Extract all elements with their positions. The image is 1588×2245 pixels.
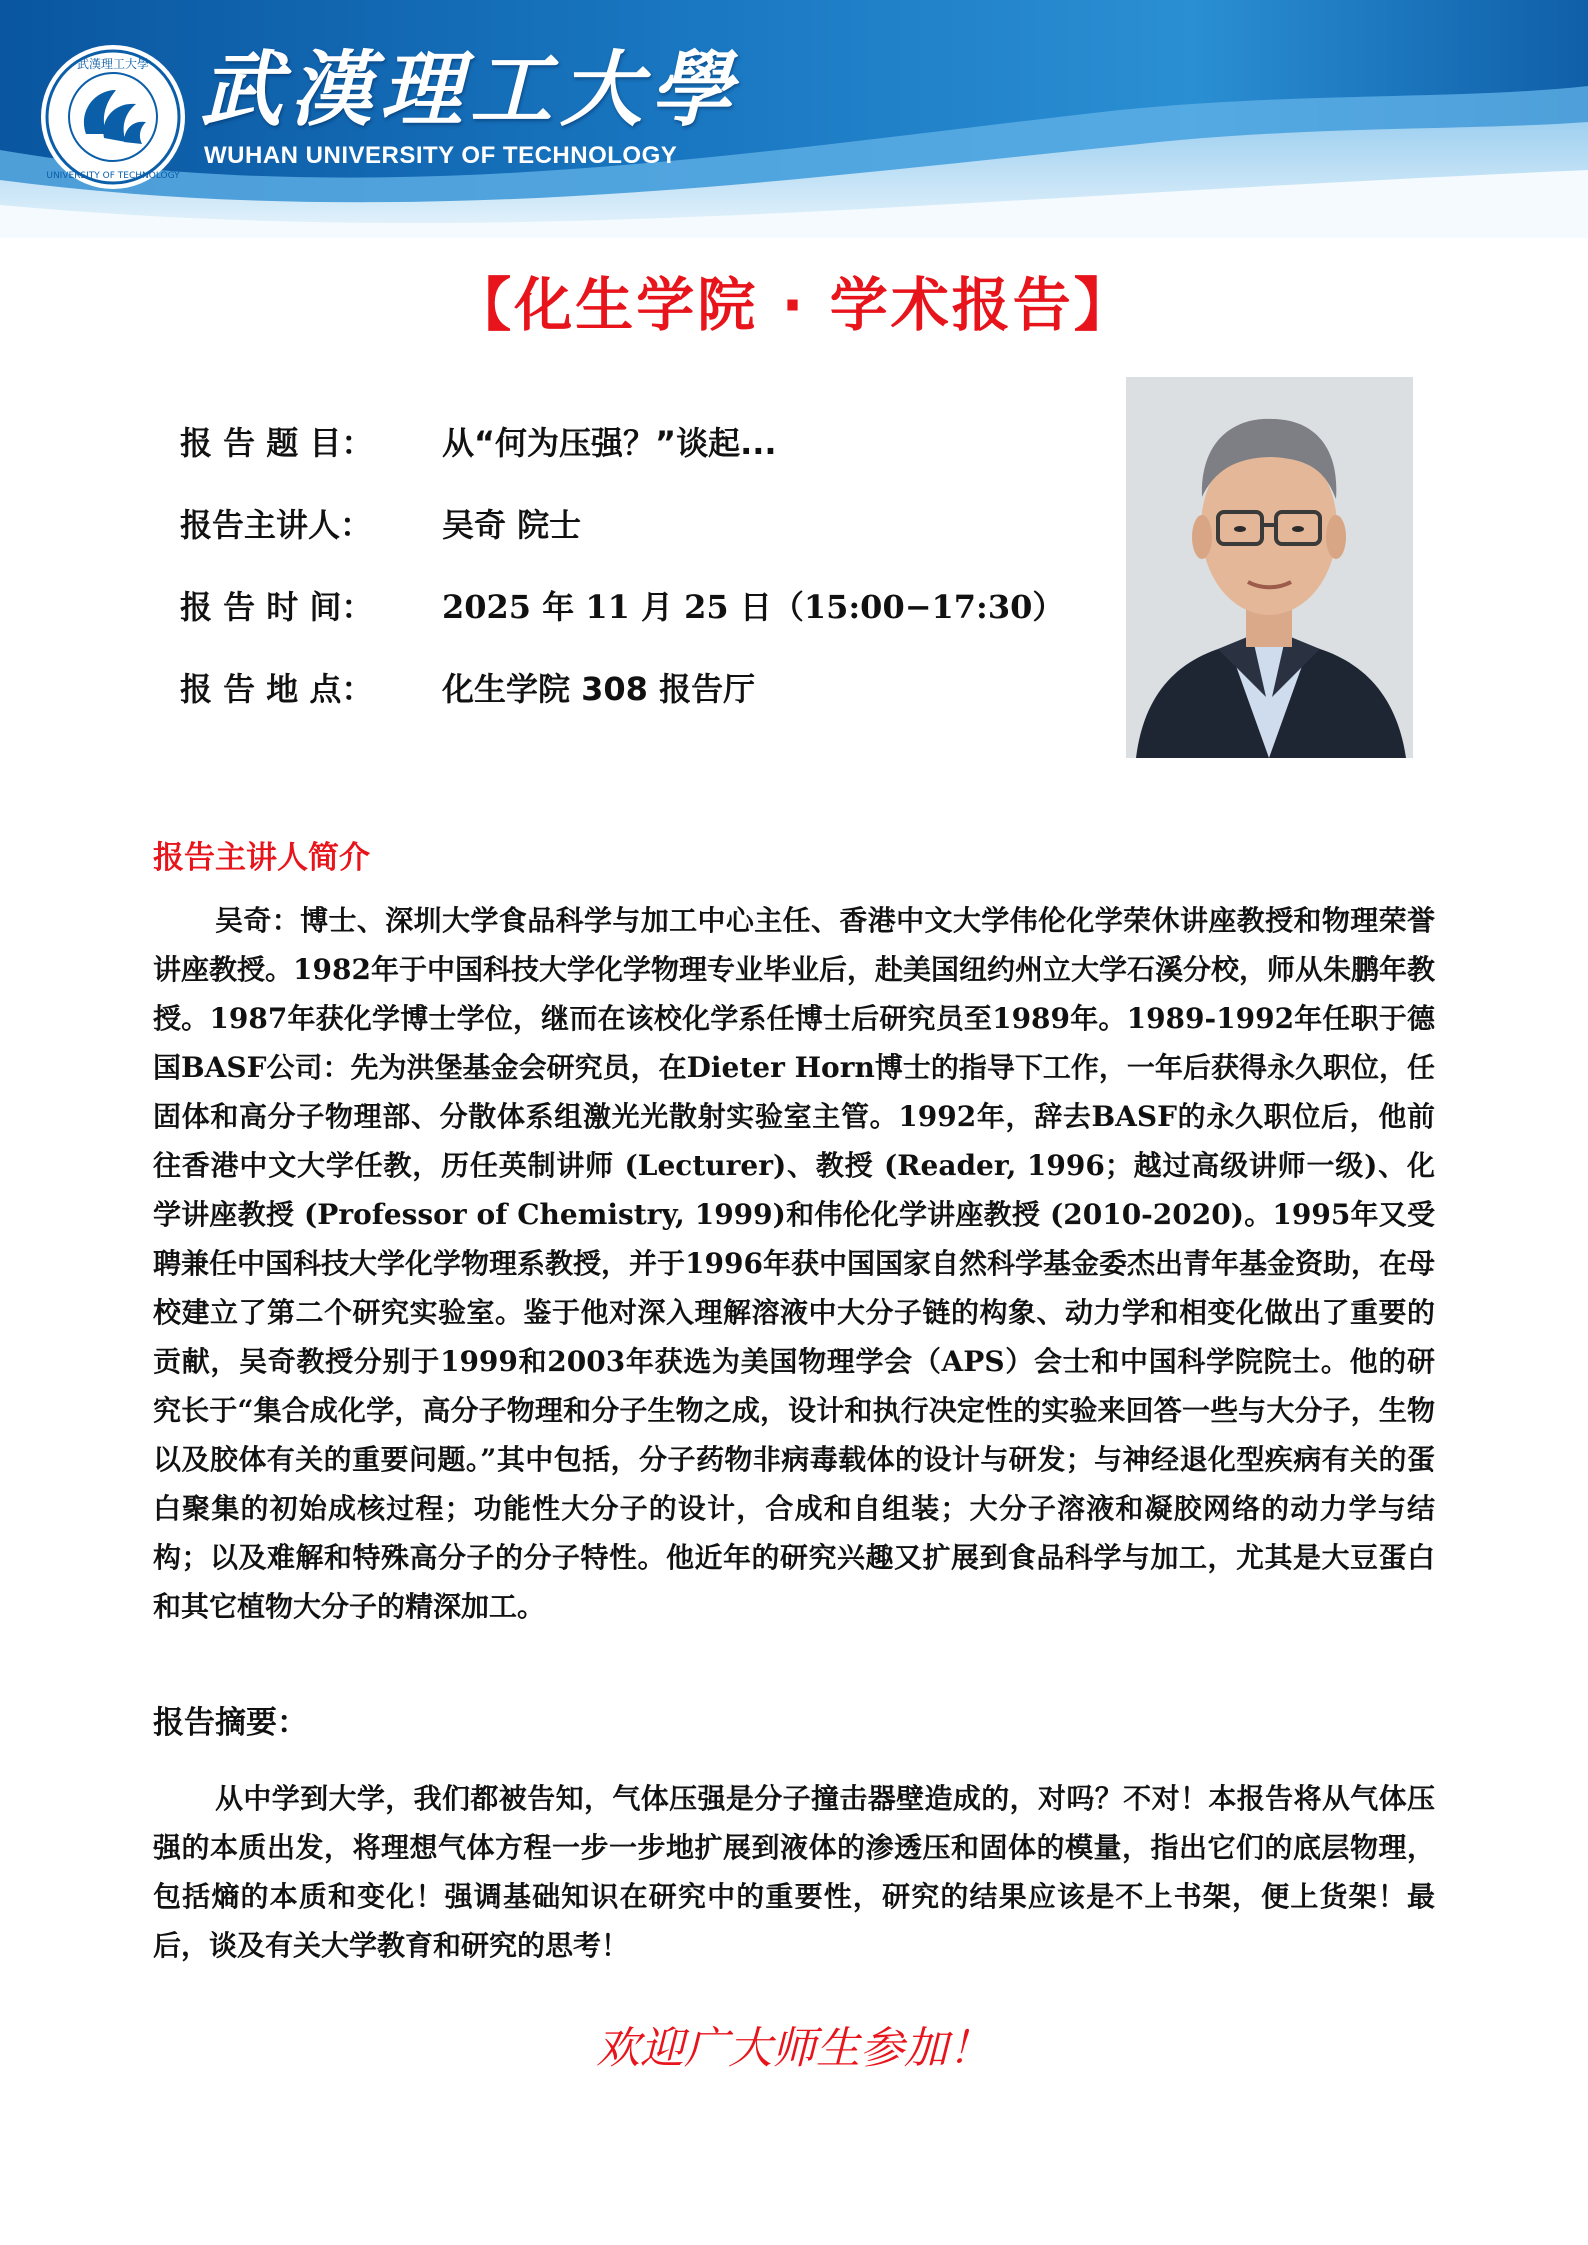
- university-seal-logo: [38, 42, 188, 192]
- place-value: 化生学院 308 报告厅: [442, 670, 756, 708]
- header-banner: [0, 0, 1588, 238]
- place-label: 报 告 地 点：: [180, 670, 374, 708]
- info-speaker-row: [180, 500, 581, 546]
- university-name-chinese: 武漢理工大學: [200, 42, 740, 138]
- info-place-row: [180, 664, 755, 710]
- topic-label: 报 告 题 目：: [180, 424, 374, 462]
- abstract-paragraph: 从中学到大学，我们都被告知，气体压强是分子撞击器壁造成的，对吗？不对！本报告将从气体压强的本质出发，将理想气体方程一步一步地扩展到液体的渗透压和固体的模量，指出它们的底层物理，包括熵的本质和变化！强调基础知识在研究中的重要性，研究的结果应该是不上书架，便上货架！最后，谈及有关大学教育和研究的思考！: [153, 1782, 1435, 1962]
- speaker-value: 吴奇 院士: [442, 506, 582, 544]
- speaker-label: 报告主讲人：: [180, 506, 373, 544]
- bio-paragraph: 吴奇：博士、深圳大学食品科学与加工中心主任、香港中文大学伟伦化学荣休讲座教授和物理荣誉讲座教授。1982年于中国科技大学化学物理专业毕业后，赴美国纽约州立大学石溪分校，师从朱鹏年教授。1987年获化学博士学位，继而在该校化学系任博士后研究员至1989年。1989-1992年任职于德国BASF公司：先为洪堡基金会研究员，在Dieter Horn博士的指导下工作，一年后获得永久职位，任固体和高分子物理部、分散体系组激光光散射实验室主管。1992年，辞去BASF的永久职位后，他前往香港中文大学任教，历任英制讲师 (Lecturer)、教授 (Reader, 1996；越过高级讲师一级)、化学讲座教授 (Professor of Chemistry, 1999)和伟伦化学讲座教授 (2010-2020)。1995年又受聘兼任中国科技大学化学物理系教授，并于1996年获中国国家自然科学基金委杰出青年基金资助，在母校建立了第二个研究实验室。鉴于他对深入理解溶液中大分子链的构象、动力学和相变化做出了重要的贡献，吴奇教授分别于1999和2003年获选为美国物理学会（APS）会士和中国科学院院士。他的研究长于“集合成化学，高分子物理和分子生物之成，设计和执行决定性的实验来回答一些与大分子，生物以及胶体有关的重要问题。”其中包括，分子药物非病毒载体的设计与研发；与神经退化型疾病有关的蛋白聚集的初始成核过程；功能性大分子的设计，合成和自组装；大分子溶液和凝胶网络的动力学与结构；以及难解和特殊高分子的分子特性。他近年的研究兴趣又扩展到食品科学与加工，尤其是大豆蛋白和其它植物大分子的精深加工。: [153, 904, 1435, 1623]
- svg-text:武漢理工大學: 武漢理工大學: [76, 57, 150, 71]
- page-title: 【化生学院 · 学术报告】: [453, 271, 1135, 339]
- bio-heading: 报告主讲人简介: [153, 840, 370, 876]
- time-value: 2025 年 11 月 25 日（15:00−17:30）: [442, 588, 1065, 626]
- abstract-heading: 报告摘要：: [153, 1705, 308, 1741]
- university-name-english: WUHAN UNIVERSITY OF TECHNOLOGY: [204, 142, 678, 169]
- welcome-message: 欢迎广大师生参加！: [596, 2023, 992, 2074]
- info-topic-row: [180, 418, 777, 464]
- svg-text:UNIVERSITY OF TECHNOLOGY: UNIVERSITY OF TECHNOLOGY: [46, 171, 180, 181]
- topic-value: 从“何为压强？”谈起...: [442, 424, 777, 462]
- info-time-row: [180, 582, 1064, 628]
- time-label: 报 告 时 间：: [180, 588, 374, 626]
- speaker-photo: [1126, 377, 1413, 758]
